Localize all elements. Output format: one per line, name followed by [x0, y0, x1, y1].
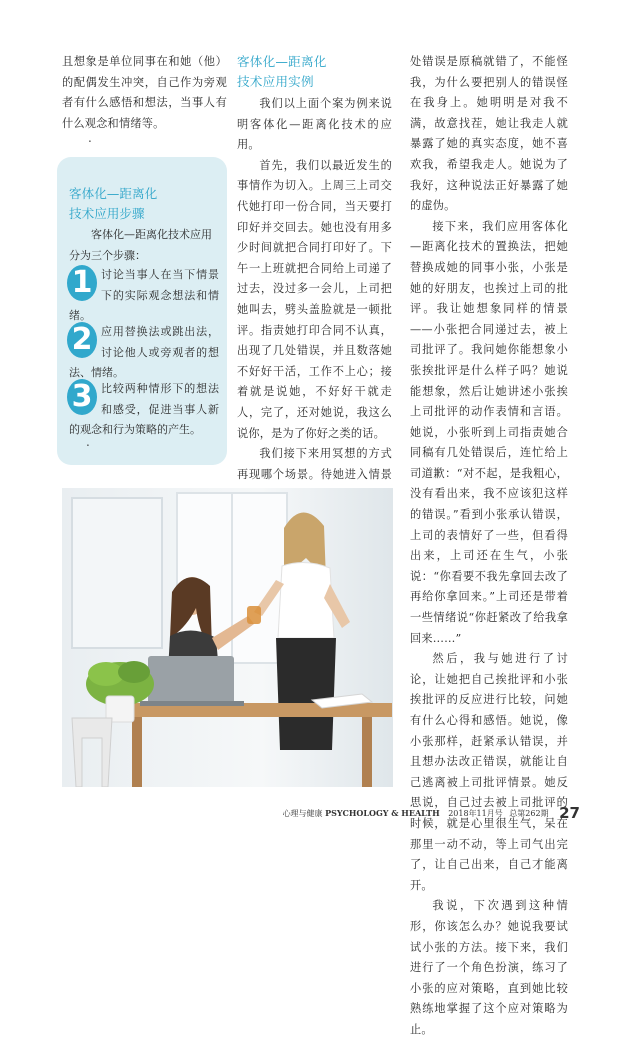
laptop — [140, 656, 244, 706]
step-item-2 — [69, 322, 219, 384]
step-item-1 — [69, 265, 219, 327]
section-title: 客体化—距离化 技术应用实例 — [237, 54, 327, 89]
bullet-mark: . — [86, 435, 90, 449]
step-item-3 — [69, 379, 219, 441]
paragraph: 处错误是原稿就错了，不能怪我，为什么要把别人的错误怪在我身上。她明明是对我不满，故意找茬，她让我走人就暴露了她的真实态度，她不喜欢我，希望我走人。她说为了我好，这种说法正好暴露了她的虚伪。 — [410, 55, 568, 213]
paragraph: 首先，我们以最近发生的事情作为切入。上周三上司交代她打印一份合同，当天要打印好并交回去。她也没有用多少时间就把合同打印好了。下午一上班就把合同给上司递了过去，没过多一会儿，上司把她叫去，劈头盖脸就是一顿批评。指责她打印合同不认真，出现了几处错误，并且数落她不好好干活，工作不上心；接着就是说她，不好好干就走人，完了，还对她说，我这么说你，是为了你好之类的话。 — [237, 158, 392, 440]
paragraph: 我说，下次遇到这种情形，你该怎么办？她说我要试试小张的方法。接下来，我们进行了一个角色扮演，练习了小张的应对策略，直到她比较熟练地掌握了这个应对策略为止。 — [410, 899, 568, 1036]
page-footer — [283, 804, 580, 822]
step-text-2: 应用替换法或跳出法，讨论他人或旁观者的想法、情绪。 — [69, 325, 219, 380]
page-number: 27 — [559, 804, 580, 822]
magazine-name: 心理与健康 — [282, 809, 323, 818]
magazine-name-en: PSYCHOLOGY & HEALTH — [325, 808, 440, 818]
paragraph-continuation: 且想象是单位同事在和她（他）的配偶发生冲突，自己作为旁观者有什么感悟和想法，当事人有什么观念和情绪等。 — [62, 55, 227, 130]
step-number-3: 3 — [67, 379, 97, 415]
paragraph: 然后，我与她进行了讨论，让她把自己挨批评和小张挨批评的反应进行比较，问她有什么心得和感悟。她说，像小张那样，赶紧承认错误，并且想办法改正错误，就能让自己逃离被上司批评情景。她反思说，自己过去被上司批评的时候，就是心里很生气，呆在那里一动不动，等上司气出完了，让自己出来，自己才能离开。 — [410, 652, 568, 892]
step-text-1: 讨论当事人在当下情景下的实际观念想法和情绪。 — [69, 268, 219, 323]
tea-cup — [247, 606, 261, 624]
issue-date: 2018年11月号 — [448, 809, 503, 818]
left-column — [62, 52, 227, 134]
paragraph: 接下来，我们应用客体化—距离化技术的置换法，把她替换成她的同事小张，小张是她的好朋友，也挨过上司的批评。我让她想象同样的情景——小张把合同递过去，被上司批评了。我问她你能想象小张挨批评是什么样子吗？她说能想象，然后让她讲述小张挨上司批评的动作表情和言语。她说，小张听到上司指责她合同稿有几处错误后，连忙给上司道歉：“对不起，是我粗心，没有看出来，我不应该犯这样的错误。”看到小张承认错误，上司的表情好了一些，但看得出来，上司还在生气，小张说：“你看要不我先拿回去改了再给你拿回来。”上司还是带着一些情绪说“你赶紧改了给我拿回来……” — [410, 219, 568, 645]
paragraph: 我们以上面个案为例来说明客体化—距离化技术的应用。 — [237, 97, 392, 152]
office-photo — [62, 488, 393, 787]
steps-intro: 客体化—距离化技术应用分为三个步骤： — [69, 228, 212, 262]
bullet-mark: . — [88, 131, 92, 145]
steps-box-title: 客体化—距离化 技术应用步骤 — [69, 186, 158, 221]
total-issue: 总第262期 — [509, 809, 549, 818]
step-number-1: 1 — [67, 265, 97, 301]
paragraph: 我们接下来用冥想的方式再现哪个场景。待她进入情景 — [237, 447, 392, 481]
step-number-2: 2 — [67, 322, 97, 358]
right-column — [410, 52, 568, 1041]
step-text-3: 比较两种情形下的想法和感受，促进当事人新的观念和行为策略的产生。 — [69, 382, 219, 437]
